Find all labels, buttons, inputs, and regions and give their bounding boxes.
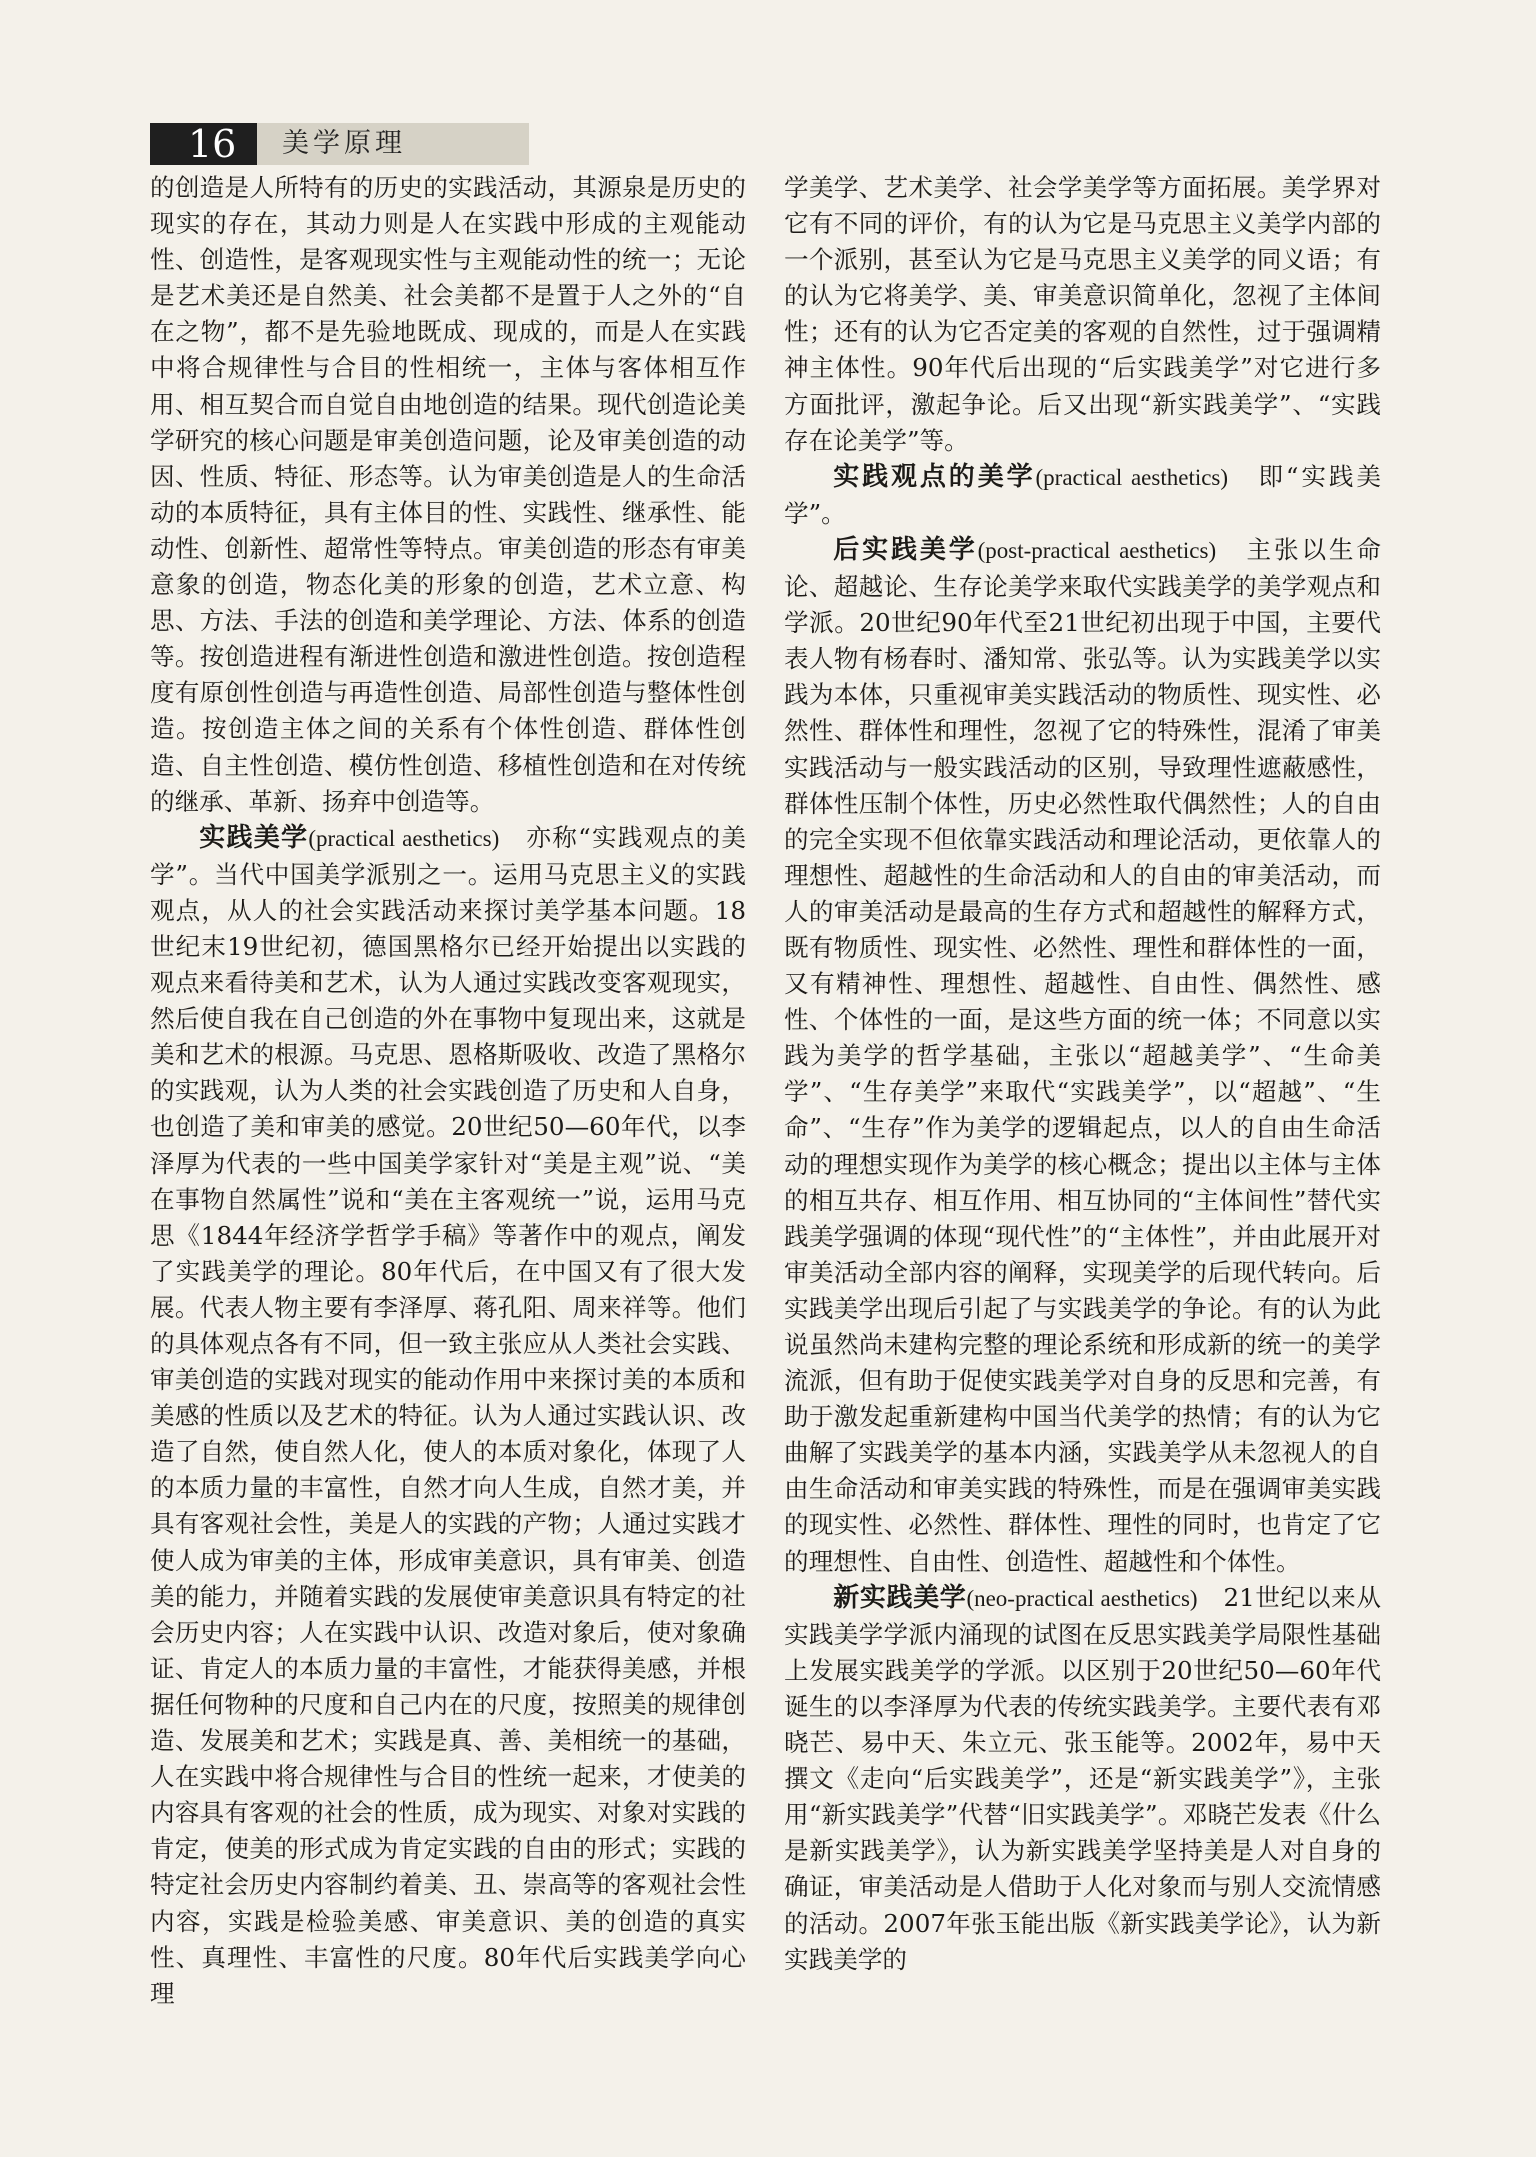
running-title: 美学原理	[257, 123, 529, 165]
entry-term: 新实践美学	[833, 1582, 967, 1613]
entry-term: 实践观点的美学	[833, 461, 1036, 492]
entry-english-term: (post-practical aesthetics)	[977, 537, 1217, 563]
continued-paragraph: 学美学、艺术美学、社会学美学等方面拓展。美学界对它有不同的评价，有的认为它是马克思主义美学内部的一个派别，甚至认为它是马克思主义美学的同义语；有的认为它将美学、美、审美意识简单化，忽视了主体间性；还有的认为它否定美的客观的自然性，过于强调精神主体性。90年代后出现的“后实践美学”对它进行多方面批评，激起争论。后又出现“新实践美学”、“实践存在论美学”等。	[784, 173, 1381, 455]
left-column	[150, 170, 746, 2130]
entry-english-term: (practical aesthetics)	[308, 825, 500, 851]
entry-text: 21世纪以来从实践美学学派内涌现的试图在反思实践美学局限性基础上发展实践美学的学派。以区别于20世纪50—60年代诞生的以李泽厚为代表的传统实践美学。主要代表有邓晓芒、易中天、朱立元、张玉能等。2002年，易中天撰文《走向“后实践美学”，还是“新实践美学”》，主张用“新实践美学”代替“旧实践美学”。邓晓芒发表《什么是新实践美学》，认为新实践美学坚持美是人对自身的确证，审美活动是人借助于人化对象而与别人交流情感的活动。2007年张玉能出版《新实践美学论》，认为新实践美学的	[784, 1582, 1381, 1974]
entry-english-term: (practical aesthetics)	[1035, 464, 1229, 490]
entry-text: 主张以生命论、超越论、生存论美学来取代实践美学的美学观点和学派。20世纪90年代至21世纪初出现于中国，主要代表人物有杨春时、潘知常、张弘等。认为实践美学以实践为本体，只重视审美实践活动的物质性、现实性、必然性、群体性和理性，忽视了它的特殊性，混淆了审美实践活动与一般实践活动的区别，导致理性遮蔽感性，群体性压制个体性，历史必然性取代偶然性；人的自由的完全实现不但依靠实践活动和理论活动，更依靠人的理想性、超越性的生命活动和人的自由的审美活动，而人的审美活动是最高的生存方式和超越性的解释方式，既有物质性、现实性、必然性、理性和群体性的一面，又有精神性、理想性、超越性、自由性、偶然性、感性、个体性的一面，是这些方面的统一体；不同意以实践为美学的哲学基础，主张以“超越美学”、“生命美学”、“生存美学”来取代“实践美学”，以“超越”、“生命”、“生存”作为美学的逻辑起点，以人的自由生命活动的理想实现作为美学的核心概念；提出以主体与主体的相互共存、相互作用、相互协同的“主体间性”替代实践美学强调的体现“现代性”的“主体性”，并由此展开对审美活动全部内容的阐释，实现美学的后现代转向。后实践美学出现后引起了与实践美学的争论。有的认为此说虽然尚未建构完整的理论系统和形成新的统一的美学流派，但有助于促使实践美学对自身的反思和完善，有助于激发起重新建构中国当代美学的热情；有的认为它曲解了实践美学的基本内涵，实践美学从未忽视人的自由生命活动和审美实践的特殊性，而是在强调审美实践的现实性、必然性、群体性、理性的同时，也肯定了它的理想性、自由性、创造性、超越性和个体性。	[784, 534, 1381, 1576]
right-column	[784, 170, 1381, 2130]
page-number: 16	[150, 123, 257, 165]
entry-text: 亦称“实践观点的美学”。当代中国美学派别之一。运用马克思主义的实践观点，从人的社会实践活动来探讨美学基本问题。18世纪末19世纪初，德国黑格尔已经开始提出以实践的观点来看待美和艺术，认为人通过实践改变客观现实，然后使自我在自己创造的外在事物中复现出来，这就是美和艺术的根源。马克思、恩格斯吸收、改造了黑格尔的实践观，认为人类的社会实践创造了历史和人自身，也创造了美和审美的感觉。20世纪50—60年代，以李泽厚为代表的一些中国美学家针对“美是主观”说、“美在事物自然属性”说和“美在主客观统一”说，运用马克思《1844年经济学哲学手稿》等著作中的观点，阐发了实践美学的理论。80年代后，在中国又有了很大发展。代表人物主要有李泽厚、蒋孔阳、周来祥等。他们的具体观点各有不同，但一致主张应从人类社会实践、审美创造的实践对现实的能动作用中来探讨美的本质和美感的性质以及艺术的特征。认为人通过实践认识、改造了自然，使自然人化，使人的本质对象化，体现了人的本质力量的丰富性，自然才向人生成，自然才美，并具有客观社会性，美是人的实践的产物；人通过实践才使人成为审美的主体，形成审美意识，具有审美、创造美的能力，并随着实践的发展使审美意识具有特定的社会历史内容；人在实践中认识、改造对象后，使对象确证、肯定人的本质力量的丰富性，才能获得美感，并根据任何物种的尺度和自己内在的尺度，按照美的规律创造、发展美和艺术；实践是真、善、美相统一的基础，人在实践中将合规律性与合目的性统一起来，才使美的内容具有客观的社会的性质，成为现实、对象对实践的肯定，使美的形式成为肯定实践的自由的形式；实践的特定社会历史内容制约着美、丑、崇高等的客观社会性内容，实践是检验美感、审美意识、美的创造的真实性、真理性、丰富性的尺度。80年代后实践美学向心理	[150, 822, 746, 2008]
entry-practical-aesthetics	[150, 820, 746, 2012]
entry-term: 实践美学	[199, 822, 309, 853]
entry-term: 后实践美学	[833, 534, 978, 565]
entry-english-term: (neo-practical aesthetics)	[966, 1585, 1198, 1611]
entry-practical-viewpoint-aesthetics	[784, 459, 1381, 532]
continued-paragraph: 的创造是人所特有的历史的实践活动，其源泉是历史的现实的存在，其动力则是人在实践中形成的主观能动性、创造性，是客观现实性与主观能动性的统一；无论是艺术美还是自然美、社会美都不是置于人之外的“自在之物”，都不是先验地既成、现成的，而是人在实践中将合规律性与合目的性相统一，主体与客体相互作用、相互契合而自觉自由地创造的结果。现代创造论美学研究的核心问题是审美创造问题，论及审美创造的动因、性质、特征、形态等。认为审美创造是人的生命活动的本质特征，具有主体目的性、实践性、继承性、能动性、创新性、超常性等特点。审美创造的形态有审美意象的创造，物态化美的形象的创造，艺术立意、构思、方法、手法的创造和美学理论、方法、体系的创造等。按创造进程有渐进性创造和激进性创造。按创造程度有原创性创造与再造性创造、局部性创造与整体性创造。按创造主体之间的关系有个体性创造、群体性创造、自主性创造、模仿性创造、移植性创造和在对传统的继承、革新、扬弃中创造等。	[150, 173, 746, 816]
page-header	[150, 123, 529, 165]
entry-neo-practical-aesthetics	[784, 1580, 1381, 1978]
entry-post-practical-aesthetics	[784, 532, 1381, 1580]
entry-text: 即“实践美学”。	[784, 461, 1381, 528]
